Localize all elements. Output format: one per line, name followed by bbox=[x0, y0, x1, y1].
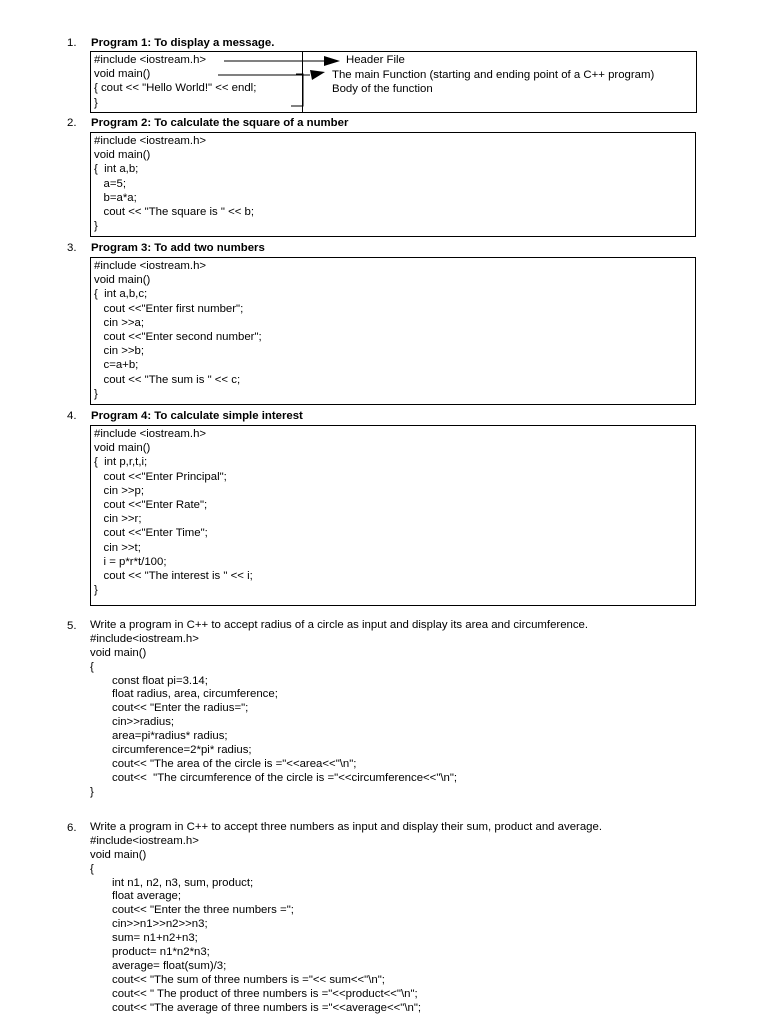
code-line: { int a,b,c; bbox=[94, 288, 148, 301]
annotation-main-function: The main Function (starting and ending point of a C++ program) bbox=[332, 69, 655, 81]
code-line: c=a+b; bbox=[94, 359, 139, 372]
code-line: void main() bbox=[94, 68, 151, 81]
code-line: } bbox=[94, 387, 98, 400]
item-number: 6. bbox=[67, 822, 77, 834]
code-line: { int p,r,t,i; bbox=[94, 456, 148, 469]
code-line: #include <iostream.h> bbox=[94, 135, 207, 147]
item-number: 2. bbox=[67, 117, 77, 129]
annotation-header-file: Header File bbox=[346, 54, 405, 66]
code-line: cin >>a; bbox=[94, 316, 145, 329]
exercise-question: Write a program in C++ to accept three numbers as input and display their sum, product and average. bbox=[90, 821, 603, 833]
code-line: cout << "The square is " << b; bbox=[94, 205, 255, 218]
code-line: #include<iostream.h> bbox=[90, 834, 199, 847]
code-line: } bbox=[90, 785, 94, 798]
code-line: cout <<"Enter second number"; bbox=[94, 330, 262, 343]
code-line: const float pi=3.14; bbox=[112, 674, 208, 687]
program-title: Program 3: To add two numbers bbox=[91, 242, 265, 254]
code-line: { int a,b; bbox=[94, 163, 139, 176]
code-line: cout<< " The product of three numbers is ="<<product<<"\n"; bbox=[112, 987, 418, 1000]
code-line: #include<iostream.h> bbox=[90, 632, 199, 645]
code-line: { cout << "Hello World!" << endl; bbox=[94, 82, 257, 95]
code-box bbox=[90, 425, 696, 606]
code-line: cout<< "Enter the radius="; bbox=[112, 702, 249, 715]
code-line: cin >>t; bbox=[94, 541, 141, 554]
code-line: cin>>n1>>n2>>n3; bbox=[112, 918, 208, 931]
code-line: int n1, n2, n3, sum, product; bbox=[112, 876, 254, 889]
annotation-arrows-icon bbox=[0, 36, 768, 116]
code-line: cout<< "The sum of three numbers is ="<< sum<<"\n"; bbox=[112, 973, 385, 986]
exercise-body bbox=[90, 821, 602, 1015]
code-line: #include <iostream.h> bbox=[94, 428, 207, 440]
item-number: 1. bbox=[67, 37, 77, 49]
code-line: cout<< "The circumference of the circle is ="<<circumference<<"\n"; bbox=[112, 771, 458, 784]
code-box bbox=[90, 132, 696, 237]
code-line: #include <iostream.h> bbox=[94, 54, 207, 66]
item-number: 5. bbox=[67, 620, 77, 632]
code-line: cout<< "The area of the circle is ="<<area<<"\n"; bbox=[112, 757, 357, 770]
code-line: #include <iostream.h> bbox=[94, 260, 207, 272]
code-line: cout <<"Enter Principal"; bbox=[94, 470, 227, 483]
code-line: cin >>p; bbox=[94, 484, 145, 497]
code-line: void main() bbox=[90, 646, 147, 659]
code-line: cin >>b; bbox=[94, 345, 145, 358]
code-line: b=a*a; bbox=[94, 191, 137, 204]
exercise-question: Write a program in C++ to accept radius of a circle as input and display its area and circumference. bbox=[90, 619, 589, 631]
code-line: i = p*r*t/100; bbox=[94, 555, 167, 568]
code-line: void main() bbox=[94, 442, 151, 455]
code-line: cout <<"Enter Rate"; bbox=[94, 498, 208, 511]
code-line: cout << "The sum is " << c; bbox=[94, 373, 241, 386]
code-line: average= float(sum)/3; bbox=[112, 959, 227, 972]
program-title: Program 2: To calculate the square of a number bbox=[91, 117, 349, 129]
code-line: cout <<"Enter Time"; bbox=[94, 527, 208, 540]
code-line: } bbox=[94, 220, 98, 233]
exercise-body bbox=[90, 619, 588, 800]
code-line: void main() bbox=[94, 149, 151, 162]
code-line: area=pi*radius* radius; bbox=[112, 730, 228, 743]
code-box bbox=[90, 257, 696, 405]
code-line: sum= n1+n2+n3; bbox=[112, 932, 198, 945]
code-line: cout<< "Enter the three numbers ="; bbox=[112, 904, 294, 917]
code-line: void main() bbox=[90, 848, 147, 861]
item-number: 3. bbox=[67, 242, 77, 254]
code-line: void main() bbox=[94, 274, 151, 287]
code-line: cout <<"Enter first number"; bbox=[94, 302, 244, 315]
code-line: } bbox=[94, 584, 98, 597]
code-line: { bbox=[90, 660, 94, 673]
code-line: } bbox=[94, 96, 98, 109]
program-title: Program 1: To display a message. bbox=[91, 37, 275, 49]
code-line: float average; bbox=[112, 890, 182, 903]
program-title: Program 4: To calculate simple interest bbox=[91, 410, 303, 422]
code-line: a=5; bbox=[94, 177, 126, 190]
annotation-function-body: Body of the function bbox=[332, 83, 433, 95]
code-line: product= n1*n2*n3; bbox=[112, 946, 210, 959]
code-line: cin >>r; bbox=[94, 513, 142, 526]
code-line: cout<< "The average of three numbers is ="<<average<<"\n"; bbox=[112, 1001, 422, 1014]
code-line: circumference=2*pi* radius; bbox=[112, 744, 252, 757]
code-line: float radius, area, circumference; bbox=[112, 688, 278, 701]
item-number: 4. bbox=[67, 410, 77, 422]
code-line: cout << "The interest is " << i; bbox=[94, 569, 253, 582]
code-line: { bbox=[90, 862, 94, 875]
code-line: cin>>radius; bbox=[112, 716, 175, 729]
